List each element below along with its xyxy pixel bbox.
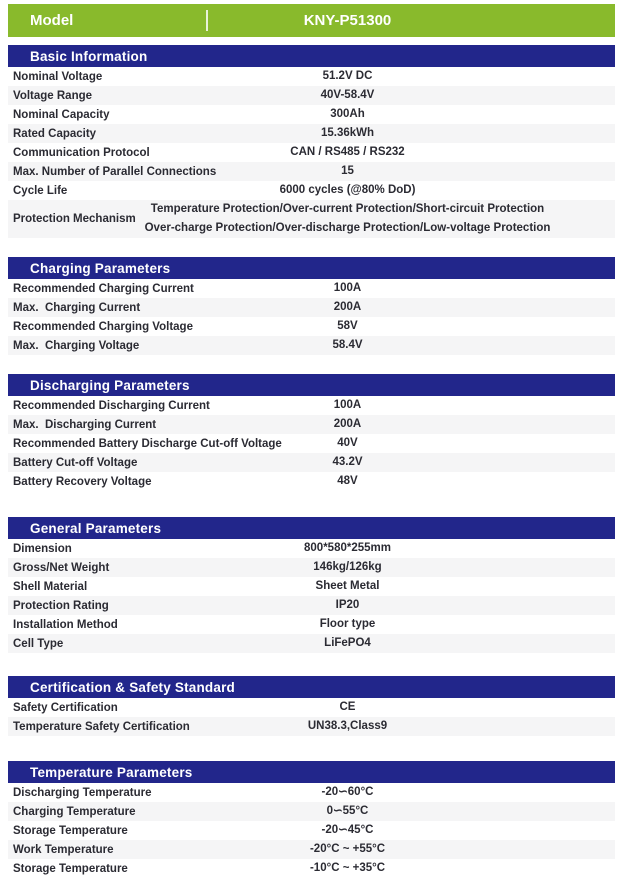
row-label: Max. Number of Parallel Connections xyxy=(13,165,217,178)
table-row xyxy=(8,859,615,876)
row-label: Safety Certification xyxy=(13,701,118,714)
row-label: Nominal Capacity xyxy=(13,108,110,121)
row-label: Recommended Charging Voltage xyxy=(13,320,193,333)
row-value: 15 xyxy=(341,165,354,177)
row-label: Recommended Charging Current xyxy=(13,282,194,295)
row-label: Max. Charging Voltage xyxy=(13,339,140,352)
section-charging-parameters xyxy=(8,257,615,355)
spec-table xyxy=(8,698,615,736)
section-title: Charging Parameters xyxy=(30,260,171,276)
table-row xyxy=(8,181,615,200)
table-row xyxy=(8,596,615,615)
row-value: -10°C ~ +35°C xyxy=(309,862,386,874)
section-title: Certification & Safety Standard xyxy=(30,679,235,695)
row-label: Max. Charging Current xyxy=(13,301,141,314)
table-row xyxy=(8,67,615,86)
section-certification-safety xyxy=(8,676,615,736)
table-row xyxy=(8,840,615,859)
row-value: 200A xyxy=(333,301,362,313)
row-label: Storage Temperature xyxy=(13,862,128,875)
row-value: CAN / RS485 / RS232 xyxy=(290,146,405,158)
table-row xyxy=(8,162,615,181)
row-label: Cycle Life xyxy=(13,184,68,197)
section-title-bar xyxy=(8,374,615,396)
row-value: 48V xyxy=(337,475,358,487)
table-row xyxy=(8,539,615,558)
row-value: Floor type xyxy=(319,618,376,630)
table-row xyxy=(8,86,615,105)
row-label: Voltage Range xyxy=(13,89,93,102)
model-header-bar xyxy=(8,4,615,37)
row-label: Storage Temperature xyxy=(13,824,128,837)
row-value: -20∽45°C xyxy=(321,824,374,836)
row-label: Discharging Temperature xyxy=(13,786,152,799)
section-title: Discharging Parameters xyxy=(30,377,190,393)
table-row xyxy=(8,105,615,124)
row-label: Dimension xyxy=(13,542,72,555)
row-label: Temperature Safety Certification xyxy=(13,720,190,733)
table-row xyxy=(8,453,615,472)
section-title-bar xyxy=(8,45,615,67)
row-label: Max. Discharging Current xyxy=(13,418,157,431)
table-row xyxy=(8,200,615,238)
model-number: KNY-P51300 xyxy=(303,12,392,29)
row-value: 800*580*255mm xyxy=(304,542,391,554)
table-row xyxy=(8,279,615,298)
table-row xyxy=(8,783,615,802)
row-value: Sheet Metal xyxy=(315,580,380,592)
row-label: Battery Cut-off Voltage xyxy=(13,456,138,469)
table-row xyxy=(8,472,615,491)
row-value: 40V-58.4V xyxy=(320,89,375,101)
row-value: 58V xyxy=(337,320,358,332)
row-label: Rated Capacity xyxy=(13,127,97,140)
section-discharging-parameters xyxy=(8,374,615,491)
row-label: Communication Protocol xyxy=(13,146,150,159)
table-row xyxy=(8,634,615,653)
row-value: LiFePO4 xyxy=(324,637,371,649)
table-row xyxy=(8,434,615,453)
row-value: -20∽60°C xyxy=(321,786,374,798)
row-value: 40V xyxy=(337,437,358,449)
table-row xyxy=(8,615,615,634)
table-row xyxy=(8,821,615,840)
row-value: UN38.3,Class9 xyxy=(307,720,388,732)
row-value: 51.2V DC xyxy=(322,70,373,82)
table-row xyxy=(8,415,615,434)
section-title-bar xyxy=(8,676,615,698)
row-value: 43.2V xyxy=(332,456,363,468)
spec-table xyxy=(8,67,615,238)
row-value: 0∽55°C xyxy=(326,805,369,817)
row-label: Gross/Net Weight xyxy=(13,561,110,574)
row-value: 200A xyxy=(333,418,362,430)
row-value: Temperature Protection/Over-current Protection/Short-circuit Protection Over-charge Protection/Over-discharge Protection/Low-voltage Protection xyxy=(144,203,551,234)
table-row xyxy=(8,396,615,415)
spec-table xyxy=(8,539,615,653)
section-basic-information xyxy=(8,45,615,238)
row-label: Battery Recovery Voltage xyxy=(13,475,152,488)
row-value: 58.4V xyxy=(332,339,363,351)
row-value: IP20 xyxy=(335,599,360,611)
table-row xyxy=(8,143,615,162)
spec-table xyxy=(8,396,615,491)
row-label: Work Temperature xyxy=(13,843,114,856)
section-title: Basic Information xyxy=(30,48,148,64)
table-row xyxy=(8,577,615,596)
row-label: Protection Rating xyxy=(13,599,109,612)
section-title: Temperature Parameters xyxy=(30,764,193,780)
table-row xyxy=(8,717,615,736)
row-label: Protection Mechanism xyxy=(13,213,136,225)
table-row xyxy=(8,317,615,336)
section-general-parameters xyxy=(8,517,615,653)
row-value: -20°C ~ +55°C xyxy=(309,843,386,855)
table-row xyxy=(8,558,615,577)
table-row xyxy=(8,336,615,355)
model-label: Model xyxy=(30,12,74,29)
table-row xyxy=(8,802,615,821)
row-value: 100A xyxy=(333,399,362,411)
table-row xyxy=(8,298,615,317)
section-title: General Parameters xyxy=(30,520,162,536)
row-value: 146kg/126kg xyxy=(313,561,382,573)
row-label: Nominal Voltage xyxy=(13,70,103,83)
row-value: 15.36kWh xyxy=(320,127,375,139)
table-row xyxy=(8,124,615,143)
row-value: CE xyxy=(339,701,356,713)
section-title-bar xyxy=(8,761,615,783)
row-label: Recommended Discharging Current xyxy=(13,399,210,412)
spec-table xyxy=(8,783,615,876)
row-label: Cell Type xyxy=(13,637,64,650)
row-label: Recommended Battery Discharge Cut-off Voltage xyxy=(13,437,282,450)
spec-table xyxy=(8,279,615,355)
row-label: Shell Material xyxy=(13,580,88,593)
section-temperature-parameters xyxy=(8,761,615,876)
table-row xyxy=(8,698,615,717)
section-title-bar xyxy=(8,257,615,279)
row-label: Charging Temperature xyxy=(13,805,136,818)
section-title-bar xyxy=(8,517,615,539)
row-value: 300Ah xyxy=(330,108,365,120)
row-label: Installation Method xyxy=(13,618,118,631)
row-value: 100A xyxy=(333,282,362,294)
row-value: 6000 cycles (@80% DoD) xyxy=(279,184,416,196)
